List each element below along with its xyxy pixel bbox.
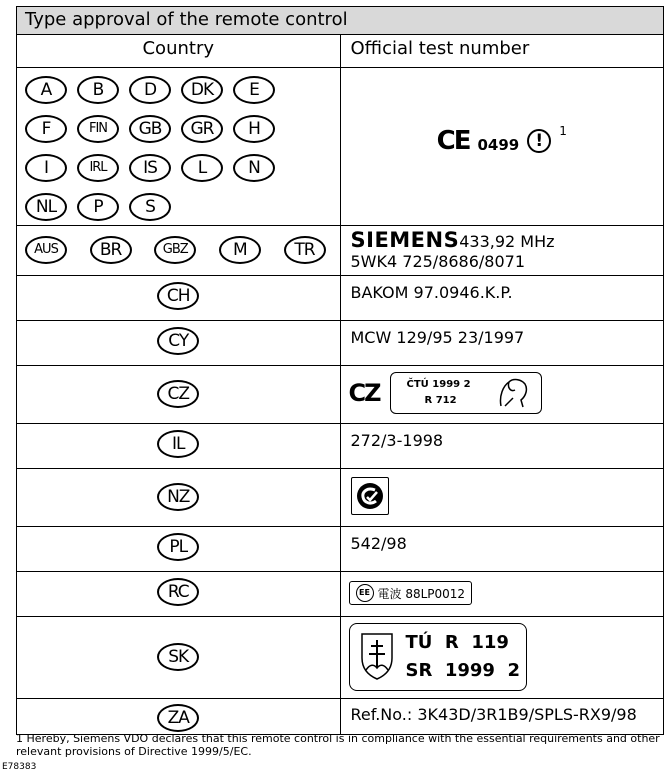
ctu-line1: ČTÚ 1999 2: [406, 379, 471, 390]
cz-approval: [341, 366, 664, 414]
country-oval: IL: [157, 430, 199, 458]
country-cell: [17, 321, 341, 366]
country-oval: GB: [129, 115, 171, 143]
country-cell: [17, 366, 341, 424]
siemens-logo: SIEMENS: [350, 228, 460, 252]
ctu-line2: R 712: [424, 395, 457, 406]
footnote-ref: 1: [559, 124, 567, 138]
country-oval: CH: [157, 282, 199, 310]
country-oval: NZ: [157, 483, 199, 511]
country-oval: N: [233, 154, 275, 182]
rc-approval: [341, 572, 664, 605]
notified-body-number: 0499: [477, 136, 520, 154]
country-oval: GR: [181, 115, 223, 143]
country-oval: I: [25, 154, 67, 182]
country-oval: P: [77, 193, 119, 221]
country-oval: D: [129, 76, 171, 104]
value-cell: [340, 469, 664, 527]
country-oval: FIN: [77, 115, 119, 143]
lion-icon: [495, 376, 531, 410]
value-cell: [340, 424, 664, 469]
ctu-stamp: [390, 372, 542, 414]
ctick-box: [351, 477, 389, 515]
value-cell: [340, 366, 664, 424]
country-oval: IS: [129, 154, 171, 182]
country-oval: M: [219, 236, 261, 264]
country-oval: CY: [157, 327, 199, 355]
country-cell: [17, 527, 341, 572]
rc-approval-text: 電波 88LP0012: [377, 586, 466, 601]
siemens-approval: [341, 226, 664, 272]
image-code: E78383: [2, 762, 37, 772]
country-cell: [17, 572, 341, 617]
country-oval: L: [181, 154, 223, 182]
value-cell: [340, 276, 664, 321]
country-oval: PL: [157, 533, 199, 561]
approval-number: BAKOM 97.0946.K.P.: [350, 283, 513, 302]
country-cell: [17, 469, 341, 527]
country-oval: F: [25, 115, 67, 143]
country-oval: TR: [284, 236, 326, 264]
alert-icon: !: [527, 129, 551, 153]
country-oval: RC: [157, 578, 199, 606]
eu-mark-cell: [340, 68, 664, 226]
siemens-country-cell: [17, 226, 341, 276]
ce-mark: [341, 68, 664, 214]
approval-number: MCW 129/95 23/1997: [350, 328, 525, 347]
table-title: Type approval of the remote control: [17, 7, 664, 35]
approval-number: 542/98: [350, 534, 407, 553]
country-cell: [17, 617, 341, 699]
sk-line1: TÚ R 119: [405, 632, 509, 653]
sk-line2: SR 1999 2: [405, 660, 521, 681]
country-oval: AUS: [25, 236, 67, 264]
country-cell: [17, 699, 341, 735]
frequency: 433,92 MHz: [459, 232, 555, 251]
siemens-country-row: [17, 226, 340, 264]
approval-table: [16, 6, 664, 735]
country-oval: CZ: [157, 380, 199, 408]
cz-logo: CZ: [348, 379, 380, 407]
rc-stamp: [349, 581, 473, 605]
country-oval: BR: [90, 236, 132, 264]
sk-stamp: [349, 623, 527, 691]
c-tick-icon: [356, 482, 384, 510]
country-oval: IRL: [77, 154, 119, 182]
value-cell: [340, 699, 664, 735]
country-oval: ZA: [157, 704, 199, 732]
value-cell: [340, 527, 664, 572]
approval-number: Ref.No.: 3K43D/3R1B9/SPLS-RX9/98: [350, 705, 637, 724]
sk-approval: [341, 617, 664, 695]
eu-country-grid: [17, 68, 340, 221]
approval-number: 272/3-1998: [350, 431, 444, 450]
country-oval: GBZ: [154, 236, 196, 264]
nz-approval: [341, 469, 664, 515]
eu-country-cell: [17, 68, 341, 226]
siemens-code: 5WK4 725/8686/8071: [350, 252, 526, 271]
country-oval: DK: [181, 76, 223, 104]
country-oval: B: [77, 76, 119, 104]
country-oval: H: [233, 115, 275, 143]
sk-coat-of-arms-icon: [360, 632, 394, 680]
country-cell: [17, 276, 341, 321]
country-oval: NL: [25, 193, 67, 221]
value-cell: [340, 321, 664, 366]
country-oval: A: [25, 76, 67, 104]
country-cell: [17, 424, 341, 469]
country-oval: S: [129, 193, 171, 221]
header-test-number: Official test number: [340, 35, 664, 68]
value-cell: [340, 572, 664, 617]
rc-badge-icon: EE: [356, 584, 374, 602]
siemens-value-cell: [340, 226, 664, 276]
approval-table-container: [16, 6, 664, 735]
value-cell: [340, 617, 664, 699]
ce-logo: CE: [436, 126, 470, 156]
footnote: 1 Hereby, Siemens VDO declares that this remote control is in compliance with the essential requirements and other relevant provisions of Directive 1999/5/EC.: [16, 732, 660, 758]
country-oval: SK: [157, 643, 199, 671]
country-oval: E: [233, 76, 275, 104]
header-country: Country: [17, 35, 341, 68]
